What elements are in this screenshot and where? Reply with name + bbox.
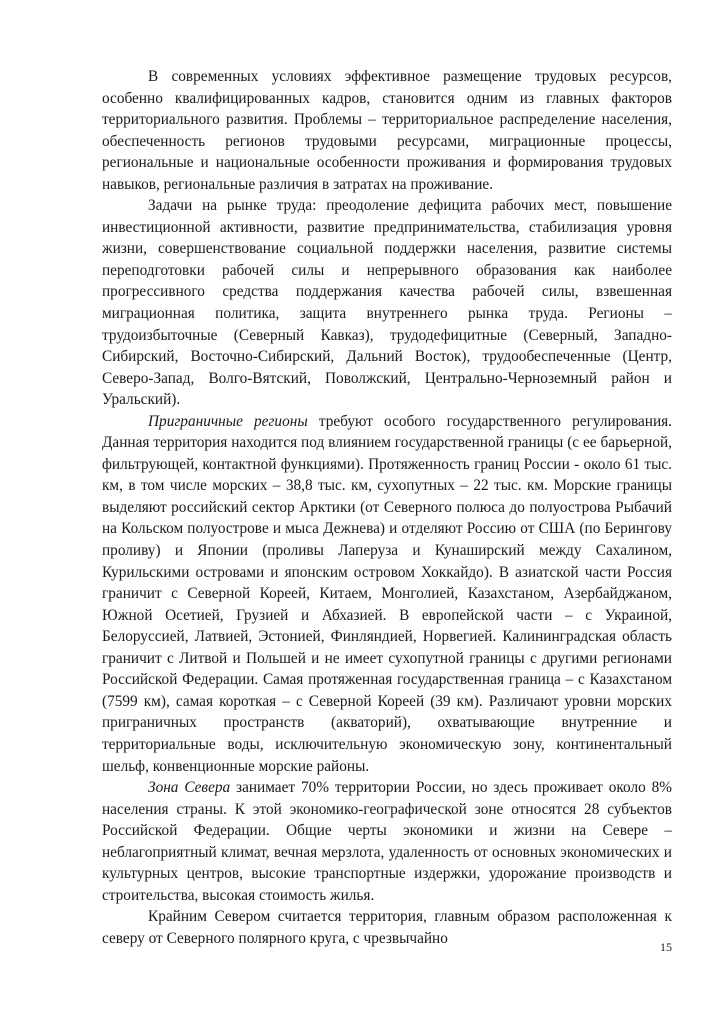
paragraph-border-regions xyxy=(102,411,672,777)
paragraph-far-north xyxy=(102,906,672,949)
paragraph-labor-market-tasks xyxy=(102,195,672,410)
paragraph-labor-resources xyxy=(102,66,672,195)
paragraph-text: Крайним Севером считается территория, главным образом расположенная к северу от Северного полярного круга, с чрезвычайно xyxy=(102,908,672,947)
paragraph-lead-term: Приграничные регионы xyxy=(148,412,308,430)
paragraph-text: Задачи на рынке труда: преодоление дефицита рабочих мест, повышение инвестиционной активности, развитие предпринимательства, стабилизация уровня жизни, совершенствование социальной поддержки населения, развитие системы переподготовки рабочей силы и непрерывного образования как наиболее прогрессивного средства поддержания качества рабочей силы, взвешенная миграционная политика, защита внутреннего рынка труда. Регионы – трудоизбыточные (Северный Кавказ), трудодефицитные (Северный, Западно-Сибирский, Восточно-Сибирский, Дальний Восток), трудообеспеченные (Центр, Северо-Запад, Волго-Вятский, Поволжский, Центрально-Черноземный район и Уральский). xyxy=(102,197,672,409)
paragraph-lead-term: Зона Севера xyxy=(148,779,231,797)
page-number: 15 xyxy=(660,940,672,954)
paragraph-text: требуют особого государственного регулирования. Данная территория находится под влиянием государственной границы (с ее барьерной, фильтрующей, контактной функциями). Протяженность границ России - около 61 тыс. км, в том числе морских – 38,8 тыс. км, сухопутных – 22 тыс. км. Морские границы выделяют российский сектор Арктики (от Северного полюса до полуострова Рыбачий на Кольском полуострове и мыса Дежнева) и отделяют Россию от США (по Берингову проливу) и Японии (проливы Лаперуза и Кунаширский между Сахалином, Курильскими островами и японским островом Хоккайдо). В азиатской части Россия граничит с Северной Кореей, Китаем, Монголией, Казахстаном, Азербайджаном, Южной Осетией, Грузией и Абхазией. В европейской части – с Украиной, Белоруссией, Латвией, Эстонией, Финляндией, Норвегией. Калининградская область граничит с Литвой и Польшей и не имеет сухопутной границы с другими регионами Российской Федерации. Самая протяженная государственная граница – с Казахстаном (7599 км), самая короткая – с Северной Кореей (39 км). Различают уровни морских приграничных пространств (акваторий), охватывающие внутренние и территориальные воды, исключительную экономическую зону, континентальный шельф, конвенционные морские районы. xyxy=(102,412,673,775)
paragraph-north-zone xyxy=(102,777,672,906)
paragraph-text: занимает 70% территории России, но здесь проживает около 8% населения страны. К этой экономико-географической зоне относятся 28 субъектов Российской Федерации. Общие черты экономики и жизни на Севере – неблагоприятный климат, вечная мерзлота, удаленность от основных экономических и культурных центров, высокие транспортные издержки, удорожание производств и строительства, высокая стоимость жилья. xyxy=(102,779,672,904)
document-page xyxy=(102,66,672,949)
paragraph-text: В современных условиях эффективное размещение трудовых ресурсов, особенно квалифицированных кадров, становится одним из главных факторов территориального развития. Проблемы – территориальное распределение населения, обеспеченность регионов трудовыми ресурсами, миграционные процессы, региональные и национальные особенности проживания и формирования трудовых навыков, региональные различия в затратах на проживание. xyxy=(102,68,672,193)
